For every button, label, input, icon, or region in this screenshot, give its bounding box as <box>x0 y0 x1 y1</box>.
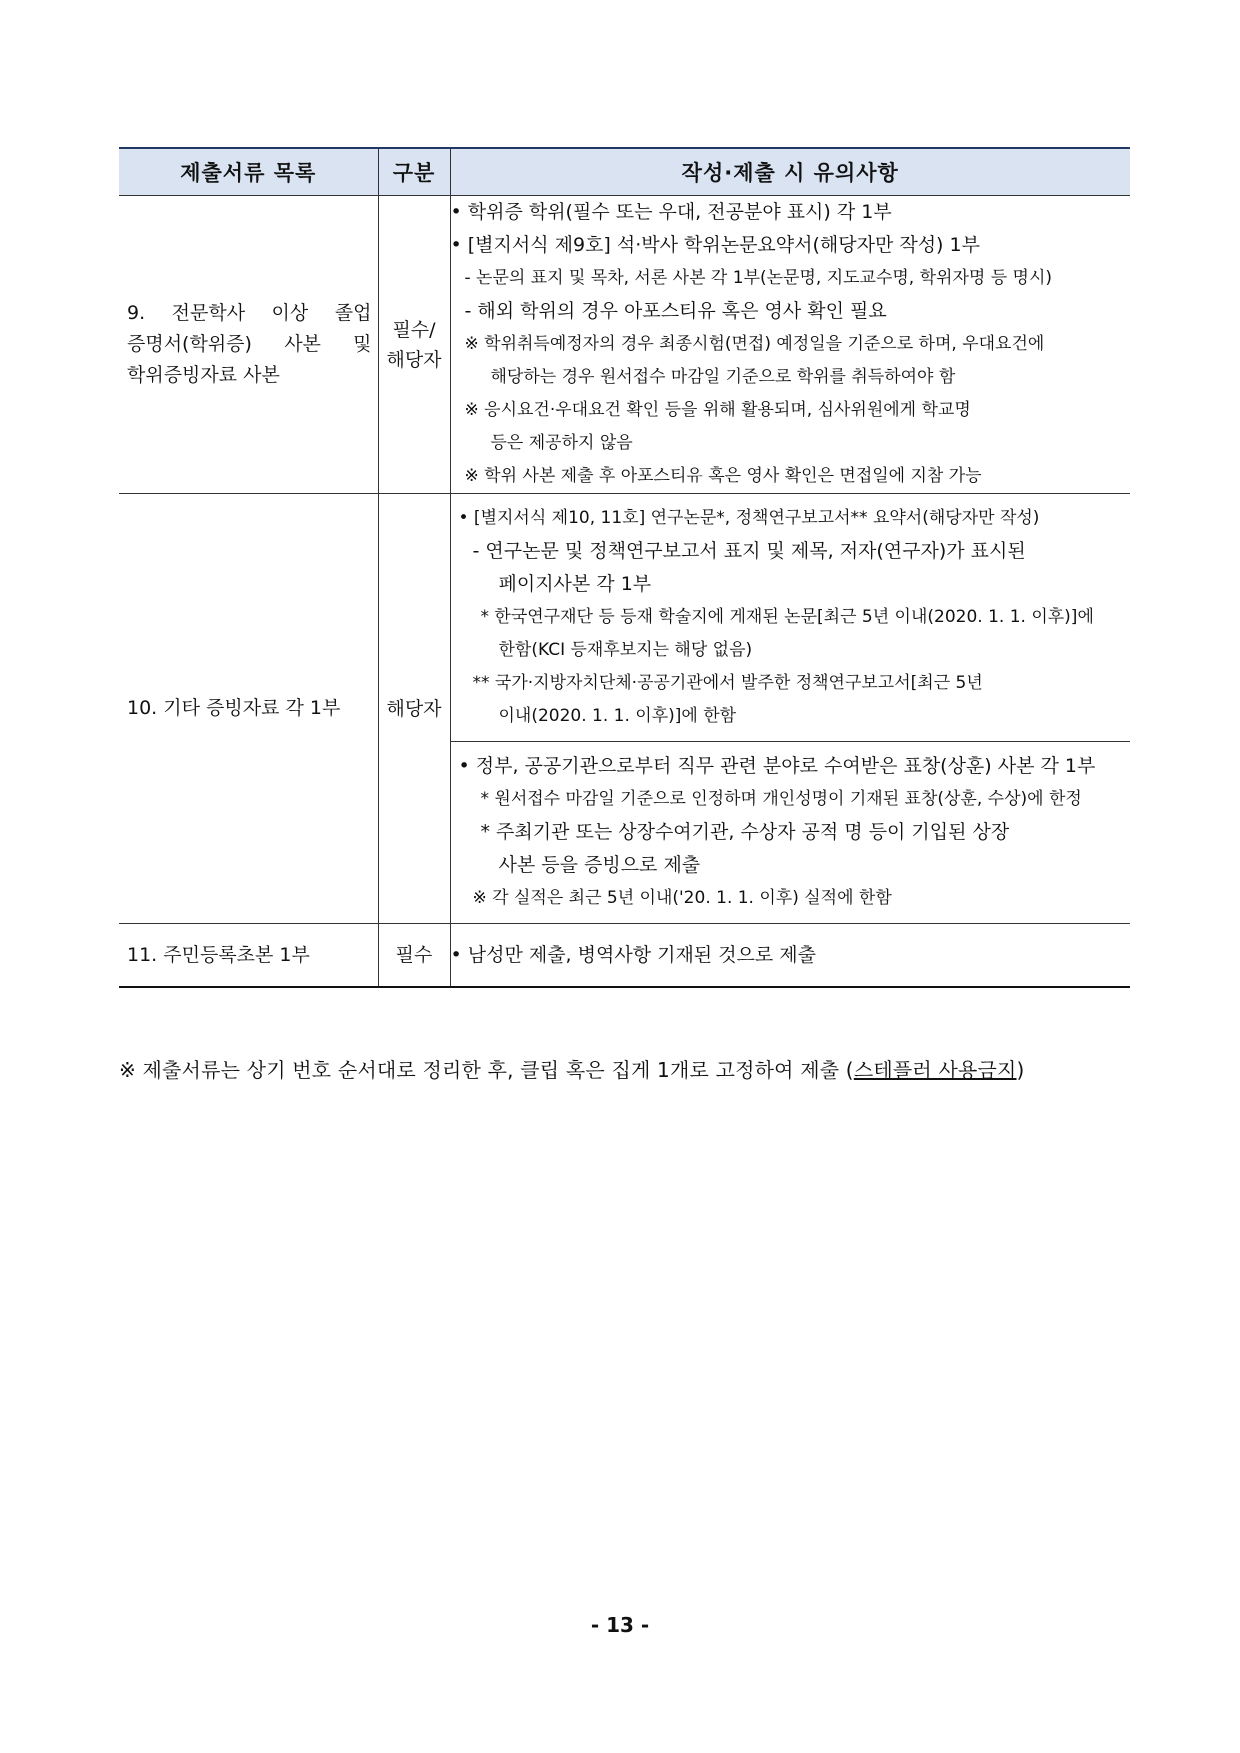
row10-notes-research <box>451 494 1131 741</box>
note-line: - 연구논문 및 정책연구보고서 표지 및 제목, 저자(연구자)가 표시된 <box>472 540 1026 562</box>
note-line: • [별지서식 제10, 11호] 연구논문*, 정책연구보고서** 요약서(해당자만 작성) <box>458 508 1040 528</box>
note-line: 등은 제공하지 않음 <box>490 433 633 453</box>
submission-documents-table <box>119 147 1130 988</box>
note-line: ** 국가·지방자치단체·공공기관에서 발주한 정책연구보고서[최근 5년 <box>472 673 983 693</box>
note-line: * 원서접수 마감일 기준으로 인정하며 개인성명이 기재된 표창(상훈, 수상)에 한정 <box>480 789 1082 809</box>
note-line: * 한국연구재단 등 등재 학술지에 게재된 논문[최근 5년 이내(2020. 1. 1. 이후)]에 <box>480 607 1094 627</box>
header-document-list: 제출서류 목록 <box>119 148 378 196</box>
note-line: 페이지사본 각 1부 <box>498 573 652 595</box>
table-row <box>119 924 1130 988</box>
row11-document-name: 11. 주민등록초본 1부 <box>119 924 378 988</box>
note-line: • 남성만 제출, 병역사항 기재된 것으로 제출 <box>450 943 817 966</box>
note-line: - 해외 학위의 경우 아포스티유 혹은 영사 확인 필요 <box>464 300 887 322</box>
note-line: ※ 학위 사본 제출 후 아포스티유 혹은 영사 확인은 면접일에 지참 가능 <box>464 466 982 486</box>
row9-document-name: 9. 전문학사 이상 졸업 증명서(학위증) 사본 및 학위증빙자료 사본 <box>119 196 378 494</box>
note-line: • 학위증 학위(필수 또는 우대, 전공분야 표시) 각 1부 <box>450 201 892 223</box>
row9-category: 필수/ 해당자 <box>378 196 450 494</box>
note-line: ※ 각 실적은 최근 5년 이내('20. 1. 1. 이후) 실적에 한함 <box>472 888 892 908</box>
table-header-row <box>119 148 1130 196</box>
note-line: 한함(KCI 등재후보지는 해당 없음) <box>498 640 753 660</box>
footer-note: ※ 제출서류는 상기 번호 순서대로 정리한 후, 클립 혹은 집게 1개로 고정하여 제출 (스테플러 사용금지) <box>119 1058 1025 1082</box>
note-line: • [별지서식 제9호] 석·박사 학위논문요약서(해당자만 작성) 1부 <box>450 234 980 256</box>
note-line: ※ 응시요건·우대요건 확인 등을 위해 활용되며, 심사위원에게 학교명 <box>464 400 971 420</box>
note-line: ※ 학위취득예정자의 경우 최종시험(면접) 예정일을 기준으로 하며, 우대요건에 <box>464 334 1045 354</box>
row11-category: 필수 <box>378 924 450 988</box>
row10-category: 해당자 <box>378 494 450 924</box>
note-line: 사본 등을 증빙으로 제출 <box>498 854 701 876</box>
table-row <box>119 494 1130 924</box>
note-line: * 주최기관 또는 상장수여기관, 수상자 공적 명 등이 기입된 상장 <box>480 821 1010 843</box>
row11-notes <box>450 924 1130 988</box>
note-line: 해당하는 경우 원서접수 마감일 기준으로 학위를 취득하여야 함 <box>490 367 956 387</box>
row10-document-name: 10. 기타 증빙자료 각 1부 <box>119 494 378 924</box>
row10-notes <box>450 494 1130 924</box>
header-category: 구분 <box>378 148 450 196</box>
table-row <box>119 196 1130 494</box>
row9-notes <box>450 196 1130 494</box>
no-stapler-note: 스테플러 사용금지 <box>853 1058 1017 1082</box>
note-line: 이내(2020. 1. 1. 이후)]에 한함 <box>498 706 737 726</box>
page-number: - 13 - <box>590 1613 650 1637</box>
note-line: • 정부, 공공기관으로부터 직무 관련 분야로 수여받은 표창(상훈) 사본 각 1부 <box>458 755 1096 777</box>
note-line: - 논문의 표지 및 목차, 서론 사본 각 1부(논문명, 지도교수명, 학위자명 등 명시) <box>464 268 1053 288</box>
row10-notes-awards <box>451 741 1131 923</box>
header-notes: 작성·제출 시 유의사항 <box>450 148 1130 196</box>
